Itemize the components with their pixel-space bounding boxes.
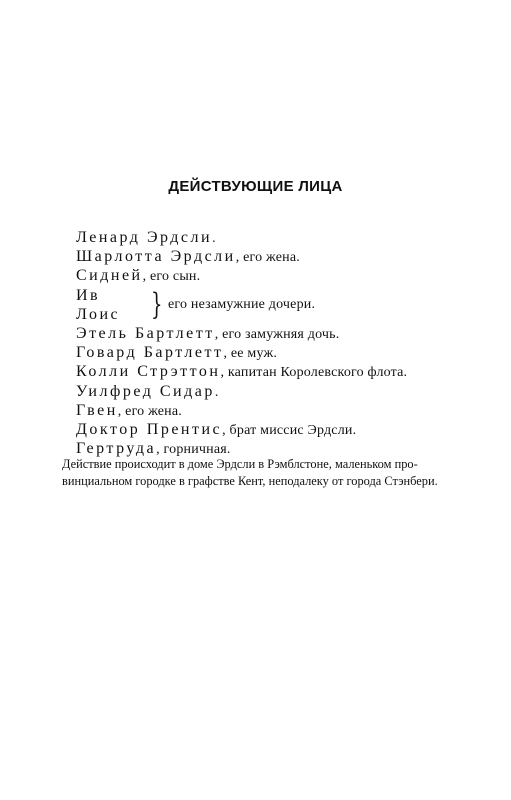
character-name: Ленард Эрдсли [76,229,213,246]
character-name: Лоис [76,305,121,323]
group-description: его незамужние дочери. [168,296,316,312]
character-name: Гертруда [76,440,157,458]
character-name: Шарлотта Эрдсли [76,248,236,266]
character-description: , его сын. [142,269,201,285]
character-description: . [212,231,216,246]
character-description: , капитан Королевского флота. [220,365,408,381]
character-name: Сидней [76,267,143,285]
cast-entry [76,362,476,381]
character-name: Этель Бартлетт [76,324,215,342]
character-description: , его жена. [117,403,182,419]
cast-entry [76,266,476,285]
cast-entry [76,382,476,401]
cast-entry [76,324,476,343]
character-description: . [214,384,219,400]
character-name: Доктор Прентис [76,420,223,438]
page-title: ДЕЙСТВУЮЩИЕ ЛИЦА [168,178,343,195]
cast-entry [76,305,120,325]
character-description: , брат миссис Эрдсли. [222,422,357,438]
cast-list [76,228,476,458]
character-name: Ив [76,286,101,304]
cast-entry [76,420,476,439]
cast-entry [76,401,476,420]
right-brace-icon: } [151,286,163,322]
cast-entry [76,228,476,247]
setting-note-line: Действие происходит в доме Эрдсли в Рэмблстоне, маленьком про- [62,457,418,471]
cast-entry [76,286,100,306]
character-name: Уилфред Сидар [76,382,215,400]
setting-note-line: винциальном городке в графстве Кент, неподалеку от города Стэнбери. [62,474,438,488]
character-description: , ее муж. [223,346,278,362]
character-description: , его жена. [235,250,300,266]
character-description: , его замужняя дочь. [214,326,340,342]
cast-entry [76,343,476,362]
character-name: Колли Стрэттон [76,363,221,381]
cast-group-daughters [76,286,476,324]
character-name: Гвен [76,401,118,419]
character-description: , горничная. [156,442,231,458]
character-name: Говард Бартлетт [76,344,224,362]
cast-entry [76,247,476,266]
setting-note [62,456,462,490]
